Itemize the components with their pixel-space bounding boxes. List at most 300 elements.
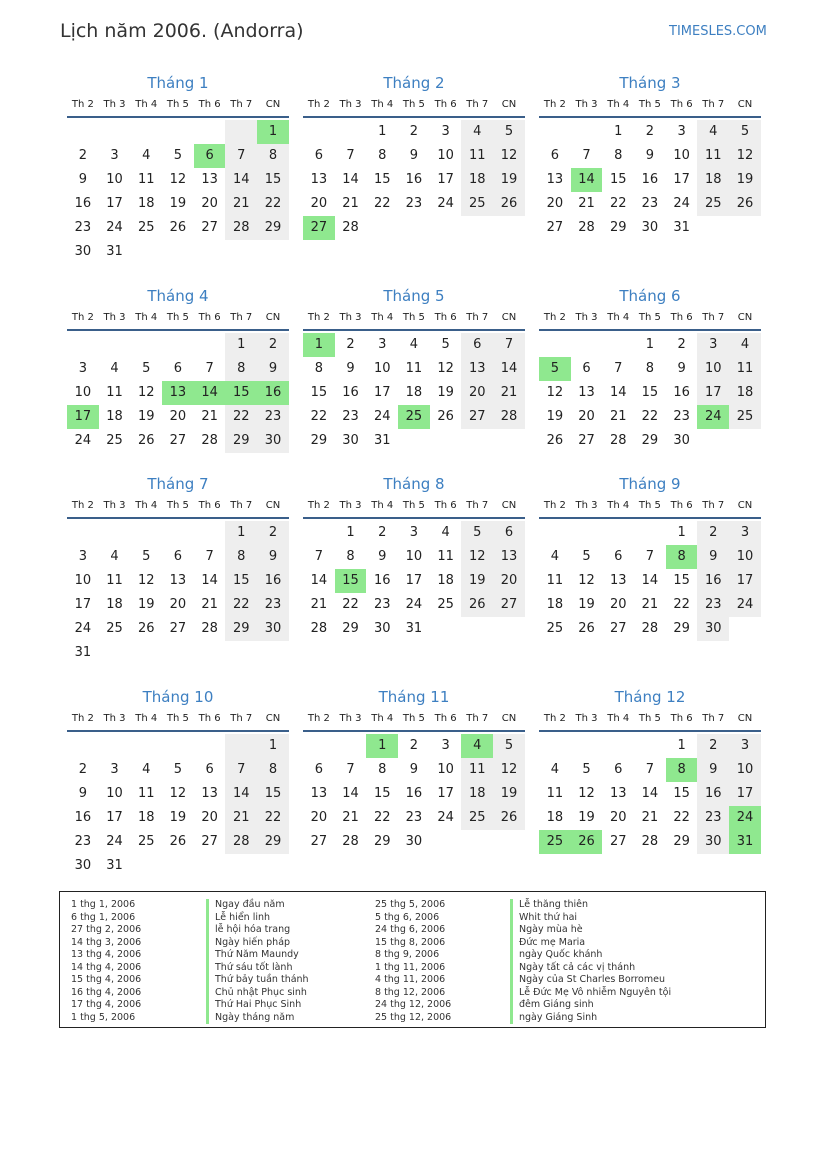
- holiday-name: Thứ bảy tuần thánh: [206, 974, 309, 987]
- holiday-name: đêm Giáng sinh: [510, 999, 594, 1012]
- weekday-label: Th 5: [402, 312, 425, 323]
- month-1: [67, 72, 289, 264]
- empty-day-cell: [257, 641, 289, 665]
- day-cell: 20: [169, 597, 187, 612]
- day-cell: 17: [437, 786, 454, 801]
- day-cell: 7: [346, 148, 355, 163]
- site-link[interactable]: TIMESLES.COM: [669, 24, 767, 39]
- month-title: Tháng 11: [378, 688, 450, 706]
- day-cell: 10: [729, 545, 761, 569]
- day-cell: 9: [409, 762, 419, 777]
- month-title: Tháng 1: [147, 74, 209, 92]
- weekday-label: CN: [737, 312, 753, 323]
- weekday-label: Th 5: [166, 312, 189, 323]
- month-title: Tháng 9: [619, 475, 681, 493]
- weekday-label: Th 4: [135, 500, 158, 511]
- week-row: [303, 120, 525, 144]
- day-cell: 14: [609, 385, 627, 400]
- weekday-label: Th 7: [702, 713, 725, 724]
- day-cell: 15: [373, 172, 391, 187]
- day-cell: 22: [225, 593, 257, 617]
- day-cell: 28: [310, 621, 328, 636]
- day-cell: 22: [609, 196, 627, 211]
- weekday-label: Th 7: [466, 312, 489, 323]
- day-cell: 27: [169, 433, 187, 448]
- day-cell: 19: [137, 409, 155, 424]
- month-8: [303, 473, 525, 641]
- day-cell: 28: [609, 433, 627, 448]
- day-cell: 29: [641, 433, 659, 448]
- holiday-name: lễ hội hóa trang: [206, 924, 290, 937]
- empty-day-cell: [225, 120, 257, 144]
- week-row: [67, 782, 289, 806]
- day-cell: 21: [493, 381, 525, 405]
- day-cell: 28: [578, 220, 595, 235]
- day-cell: 16: [257, 569, 289, 593]
- weekday-label: Th 6: [198, 99, 221, 110]
- day-cell: 10: [405, 549, 423, 564]
- day-cell: 5: [493, 120, 525, 144]
- day-cell: 20: [609, 597, 627, 612]
- day-cell: 18: [461, 782, 493, 806]
- weekday-label: CN: [501, 99, 517, 110]
- day-cell: 2: [645, 124, 655, 139]
- day-cell: 5: [582, 549, 591, 564]
- holiday-date: 17 thg 4, 2006: [71, 999, 142, 1010]
- day-cell: 15: [673, 573, 690, 588]
- empty-day-cell: [130, 521, 162, 545]
- holiday-name: ngày Giáng Sinh: [510, 1012, 597, 1025]
- day-cell: 13: [310, 786, 328, 801]
- day-cell: 27: [201, 834, 218, 849]
- day-cell: 21: [641, 597, 659, 612]
- weekday-header: [539, 499, 761, 519]
- day-cell: 7: [645, 762, 655, 777]
- day-cell: 10: [373, 361, 391, 376]
- empty-day-cell: [67, 120, 99, 144]
- holiday-name: Whit thứ hai: [510, 912, 577, 925]
- empty-day-cell: [602, 734, 634, 758]
- day-cell: 22: [673, 810, 690, 825]
- holiday-date: 24 thg 6, 2006: [375, 924, 446, 935]
- day-cell: 8: [614, 148, 623, 163]
- day-cell: 16: [257, 381, 289, 405]
- day-cell: 22: [225, 405, 257, 429]
- holiday-entry: [71, 899, 309, 912]
- day-cell: 30: [74, 244, 92, 259]
- weekday-label: Th 5: [402, 99, 425, 110]
- weekday-label: Th 2: [307, 500, 330, 511]
- day-cell: 11: [697, 144, 729, 168]
- weekday-label: Th 7: [466, 99, 489, 110]
- day-cell: 24: [74, 433, 92, 448]
- month-title: Tháng 6: [619, 287, 681, 305]
- day-cell: 11: [106, 573, 123, 588]
- day-cell: 23: [74, 220, 92, 235]
- week-row: [539, 545, 761, 569]
- day-cell: 26: [578, 621, 595, 636]
- empty-day-cell: [461, 216, 493, 240]
- day-cell: 31: [405, 621, 423, 636]
- weekday-label: Th 7: [702, 312, 725, 323]
- day-cell: 23: [373, 597, 391, 612]
- empty-day-cell: [162, 240, 194, 264]
- day-cell: 5: [729, 120, 761, 144]
- empty-day-cell: [493, 830, 525, 854]
- day-cell: 29: [673, 834, 690, 849]
- holiday-date: 1 thg 11, 2006: [375, 961, 446, 973]
- day-cell: 27: [609, 834, 627, 849]
- day-cell: 10: [729, 758, 761, 782]
- empty-day-cell: [697, 216, 729, 240]
- day-cell: 24: [729, 593, 761, 617]
- day-cell: 4: [142, 762, 151, 777]
- empty-day-cell: [602, 521, 634, 545]
- empty-day-cell: [99, 641, 131, 665]
- week-row: [67, 144, 289, 168]
- day-cell: 1: [645, 337, 655, 352]
- day-cell: 6: [614, 762, 623, 777]
- holiday-name: Đức mẹ Maria: [510, 937, 585, 950]
- day-cell: 22: [373, 196, 391, 211]
- weekday-label: CN: [265, 312, 281, 323]
- day-cell: 6: [493, 521, 525, 545]
- empty-day-cell: [194, 641, 226, 665]
- day-cell: 30: [257, 429, 289, 453]
- holiday-entry: [375, 899, 671, 912]
- week-row: [539, 429, 761, 453]
- day-cell: 9: [257, 545, 289, 569]
- week-row: [539, 806, 761, 830]
- day-cell: 24: [437, 810, 454, 825]
- day-cell: 2: [677, 337, 686, 352]
- weekday-label: Th 3: [103, 713, 126, 724]
- day-cell: 18: [546, 597, 564, 612]
- day-cell: 2: [78, 762, 87, 777]
- day-cell: 9: [78, 786, 87, 801]
- week-row: [303, 168, 525, 192]
- weekday-header: [303, 98, 525, 118]
- day-cell: 14: [194, 381, 226, 405]
- day-cell: 15: [257, 168, 289, 192]
- weekday-label: CN: [737, 713, 753, 724]
- week-row: [303, 569, 525, 593]
- day-cell: 12: [137, 573, 155, 588]
- day-cell: 24: [74, 621, 92, 636]
- week-row: [539, 830, 761, 854]
- day-cell: 21: [609, 409, 627, 424]
- empty-day-cell: [493, 617, 525, 641]
- holiday-name: Thứ Năm Maundy: [206, 949, 299, 962]
- week-row: [539, 734, 761, 758]
- day-cell: 20: [546, 196, 564, 211]
- week-row: [303, 806, 525, 830]
- week-row: [539, 144, 761, 168]
- day-cell: 12: [493, 144, 525, 168]
- week-row: [539, 381, 761, 405]
- empty-day-cell: [194, 734, 226, 758]
- weekday-label: Th 3: [575, 713, 598, 724]
- day-cell: 19: [729, 168, 761, 192]
- day-cell: 11: [405, 361, 423, 376]
- day-cell: 27: [461, 405, 493, 429]
- holiday-date: 15 thg 8, 2006: [375, 936, 446, 948]
- day-cell: 31: [74, 645, 92, 660]
- day-cell: 3: [729, 734, 761, 758]
- day-cell: 13: [578, 385, 595, 400]
- day-cell: 30: [373, 621, 391, 636]
- day-cell: 2: [697, 521, 729, 545]
- week-row: [67, 333, 289, 357]
- day-cell: 4: [409, 337, 419, 352]
- day-cell: 11: [106, 385, 123, 400]
- weekday-label: Th 7: [702, 500, 725, 511]
- day-cell: 3: [78, 549, 87, 564]
- day-cell: 14: [310, 573, 328, 588]
- day-cell: 31: [729, 830, 761, 854]
- day-cell: 9: [645, 148, 655, 163]
- day-cell: 15: [609, 172, 627, 187]
- day-cell: 30: [405, 834, 423, 849]
- day-cell: 28: [201, 621, 218, 636]
- day-cell: 13: [493, 545, 525, 569]
- weekday-label: Th 6: [198, 500, 221, 511]
- week-row: [67, 192, 289, 216]
- day-cell: 6: [314, 762, 323, 777]
- holiday-date: 14 thg 4, 2006: [71, 961, 142, 973]
- day-cell: 8: [666, 758, 698, 782]
- weekday-label: Th 7: [466, 500, 489, 511]
- day-cell: 5: [142, 361, 151, 376]
- month-10: [67, 686, 289, 878]
- day-cell: 1: [677, 525, 686, 540]
- holiday-entry: [71, 962, 309, 975]
- day-cell: 25: [461, 192, 493, 216]
- day-cell: 6: [550, 148, 559, 163]
- day-cell: 28: [641, 834, 659, 849]
- day-cell: 2: [257, 333, 289, 357]
- weekday-header: [67, 311, 289, 331]
- day-cell: 20: [578, 409, 595, 424]
- day-cell: 13: [201, 786, 218, 801]
- weekday-header: [303, 499, 525, 519]
- day-cell: 8: [314, 361, 323, 376]
- day-cell: 29: [673, 621, 690, 636]
- weekday-label: Th 2: [71, 500, 94, 511]
- weekday-label: CN: [265, 99, 281, 110]
- empty-day-cell: [571, 120, 603, 144]
- day-cell: 19: [461, 569, 493, 593]
- day-cell: 6: [461, 333, 493, 357]
- empty-day-cell: [257, 240, 289, 264]
- day-cell: 4: [110, 549, 119, 564]
- empty-day-cell: [130, 240, 162, 264]
- weekday-label: Th 5: [402, 713, 425, 724]
- day-cell: 19: [169, 196, 187, 211]
- day-cell: 10: [437, 762, 454, 777]
- day-cell: 28: [641, 621, 659, 636]
- day-cell: 18: [461, 168, 493, 192]
- day-cell: 5: [173, 762, 183, 777]
- day-cell: 21: [342, 196, 359, 211]
- day-cell: 24: [697, 405, 729, 429]
- holiday-entry: [71, 999, 309, 1012]
- holiday-name: Ngay đầu năm: [206, 899, 285, 912]
- day-cell: 17: [373, 385, 391, 400]
- week-row: [539, 782, 761, 806]
- page-title: Lịch năm 2006. (Andorra): [60, 20, 304, 42]
- weekday-header: [67, 98, 289, 118]
- day-cell: 25: [461, 806, 493, 830]
- day-cell: 24: [673, 196, 690, 211]
- day-cell: 12: [546, 385, 564, 400]
- empty-day-cell: [162, 333, 194, 357]
- day-cell: 10: [74, 385, 92, 400]
- day-cell: 20: [169, 409, 187, 424]
- week-row: [539, 593, 761, 617]
- day-cell: 16: [697, 569, 729, 593]
- holiday-name: Thứ Hai Phục Sinh: [206, 999, 301, 1012]
- day-cell: 4: [697, 120, 729, 144]
- weekday-label: CN: [501, 500, 517, 511]
- week-row: [67, 593, 289, 617]
- empty-day-cell: [571, 333, 603, 357]
- day-cell: 9: [346, 361, 355, 376]
- day-cell: 29: [225, 429, 257, 453]
- day-cell: 3: [729, 521, 761, 545]
- weekday-label: Th 3: [339, 500, 362, 511]
- day-cell: 3: [441, 124, 450, 139]
- day-cell: 8: [666, 545, 698, 569]
- day-cell: 14: [201, 573, 218, 588]
- weekday-label: Th 5: [638, 312, 661, 323]
- weekday-header: [539, 98, 761, 118]
- holiday-name: Ngày hiến pháp: [206, 937, 290, 950]
- weekday-header: [67, 499, 289, 519]
- day-cell: 25: [437, 597, 454, 612]
- day-cell: 8: [346, 549, 355, 564]
- empty-day-cell: [430, 830, 462, 854]
- week-row: [303, 333, 525, 357]
- day-cell: 21: [578, 196, 595, 211]
- holiday-entry: [71, 949, 309, 962]
- day-cell: 1: [378, 124, 387, 139]
- empty-day-cell: [539, 734, 571, 758]
- day-cell: 6: [173, 361, 183, 376]
- day-cell: 20: [201, 196, 218, 211]
- holiday-entry: [71, 937, 309, 950]
- day-cell: 5: [582, 762, 591, 777]
- holiday-entry: [375, 912, 671, 925]
- day-cell: 25: [137, 834, 155, 849]
- day-cell: 30: [697, 617, 729, 641]
- week-row: [67, 854, 289, 878]
- holiday-date: 5 thg 6, 2006: [375, 911, 440, 923]
- day-cell: 23: [257, 593, 289, 617]
- week-row: [67, 830, 289, 854]
- day-cell: 13: [546, 172, 564, 187]
- day-cell: 5: [493, 734, 525, 758]
- week-row: [303, 758, 525, 782]
- weekday-label: Th 2: [543, 99, 566, 110]
- day-cell: 20: [461, 381, 493, 405]
- holiday-entry: [71, 912, 309, 925]
- day-cell: 20: [609, 810, 627, 825]
- day-cell: 6: [205, 762, 214, 777]
- day-cell: 7: [582, 148, 591, 163]
- day-cell: 26: [571, 830, 603, 854]
- empty-day-cell: [67, 333, 99, 357]
- month-11: [303, 686, 525, 854]
- holiday-name: Thứ sáu tốt lành: [206, 962, 292, 975]
- empty-day-cell: [602, 333, 634, 357]
- holiday-entry: [375, 924, 671, 937]
- day-cell: 31: [673, 220, 690, 235]
- empty-day-cell: [571, 734, 603, 758]
- day-cell: 20: [310, 810, 328, 825]
- day-cell: 14: [493, 357, 525, 381]
- day-cell: 20: [201, 810, 218, 825]
- holiday-date: 27 thg 2, 2006: [71, 924, 142, 935]
- day-cell: 24: [437, 196, 454, 211]
- day-cell: 10: [106, 172, 123, 187]
- day-cell: 18: [546, 810, 564, 825]
- day-cell: 17: [729, 782, 761, 806]
- holiday-date: 13 thg 4, 2006: [71, 949, 142, 960]
- week-row: [303, 782, 525, 806]
- day-cell: 15: [225, 381, 257, 405]
- day-cell: 19: [578, 810, 595, 825]
- weekday-label: Th 4: [135, 312, 158, 323]
- weekday-label: Th 2: [71, 99, 94, 110]
- weekday-label: Th 4: [607, 713, 630, 724]
- weekday-label: CN: [737, 500, 753, 511]
- day-cell: 2: [409, 124, 419, 139]
- day-cell: 14: [571, 168, 603, 192]
- day-cell: 1: [303, 333, 335, 357]
- holiday-date: 6 thg 1, 2006: [71, 911, 136, 923]
- day-cell: 7: [314, 549, 323, 564]
- day-cell: 11: [461, 758, 493, 782]
- day-cell: 1: [677, 738, 686, 753]
- day-cell: 23: [74, 834, 92, 849]
- holiday-entry: [71, 924, 309, 937]
- week-row: [539, 168, 761, 192]
- month-title: Tháng 3: [619, 74, 681, 92]
- day-cell: 22: [257, 192, 289, 216]
- day-cell: 16: [373, 573, 391, 588]
- week-row: [67, 405, 289, 429]
- day-cell: 28: [493, 405, 525, 429]
- month-title: Tháng 10: [142, 688, 214, 706]
- day-cell: 3: [78, 361, 87, 376]
- empty-day-cell: [194, 120, 226, 144]
- day-cell: 4: [461, 120, 493, 144]
- week-row: [539, 617, 761, 641]
- empty-day-cell: [493, 216, 525, 240]
- day-cell: 10: [106, 786, 123, 801]
- day-cell: 28: [225, 830, 257, 854]
- day-cell: 12: [493, 758, 525, 782]
- weekday-label: Th 4: [607, 500, 630, 511]
- day-cell: 26: [137, 433, 155, 448]
- day-cell: 1: [346, 525, 355, 540]
- day-cell: 22: [310, 409, 328, 424]
- month-6: [539, 285, 761, 453]
- empty-day-cell: [225, 240, 257, 264]
- weekday-label: Th 4: [371, 713, 394, 724]
- day-cell: 28: [201, 433, 218, 448]
